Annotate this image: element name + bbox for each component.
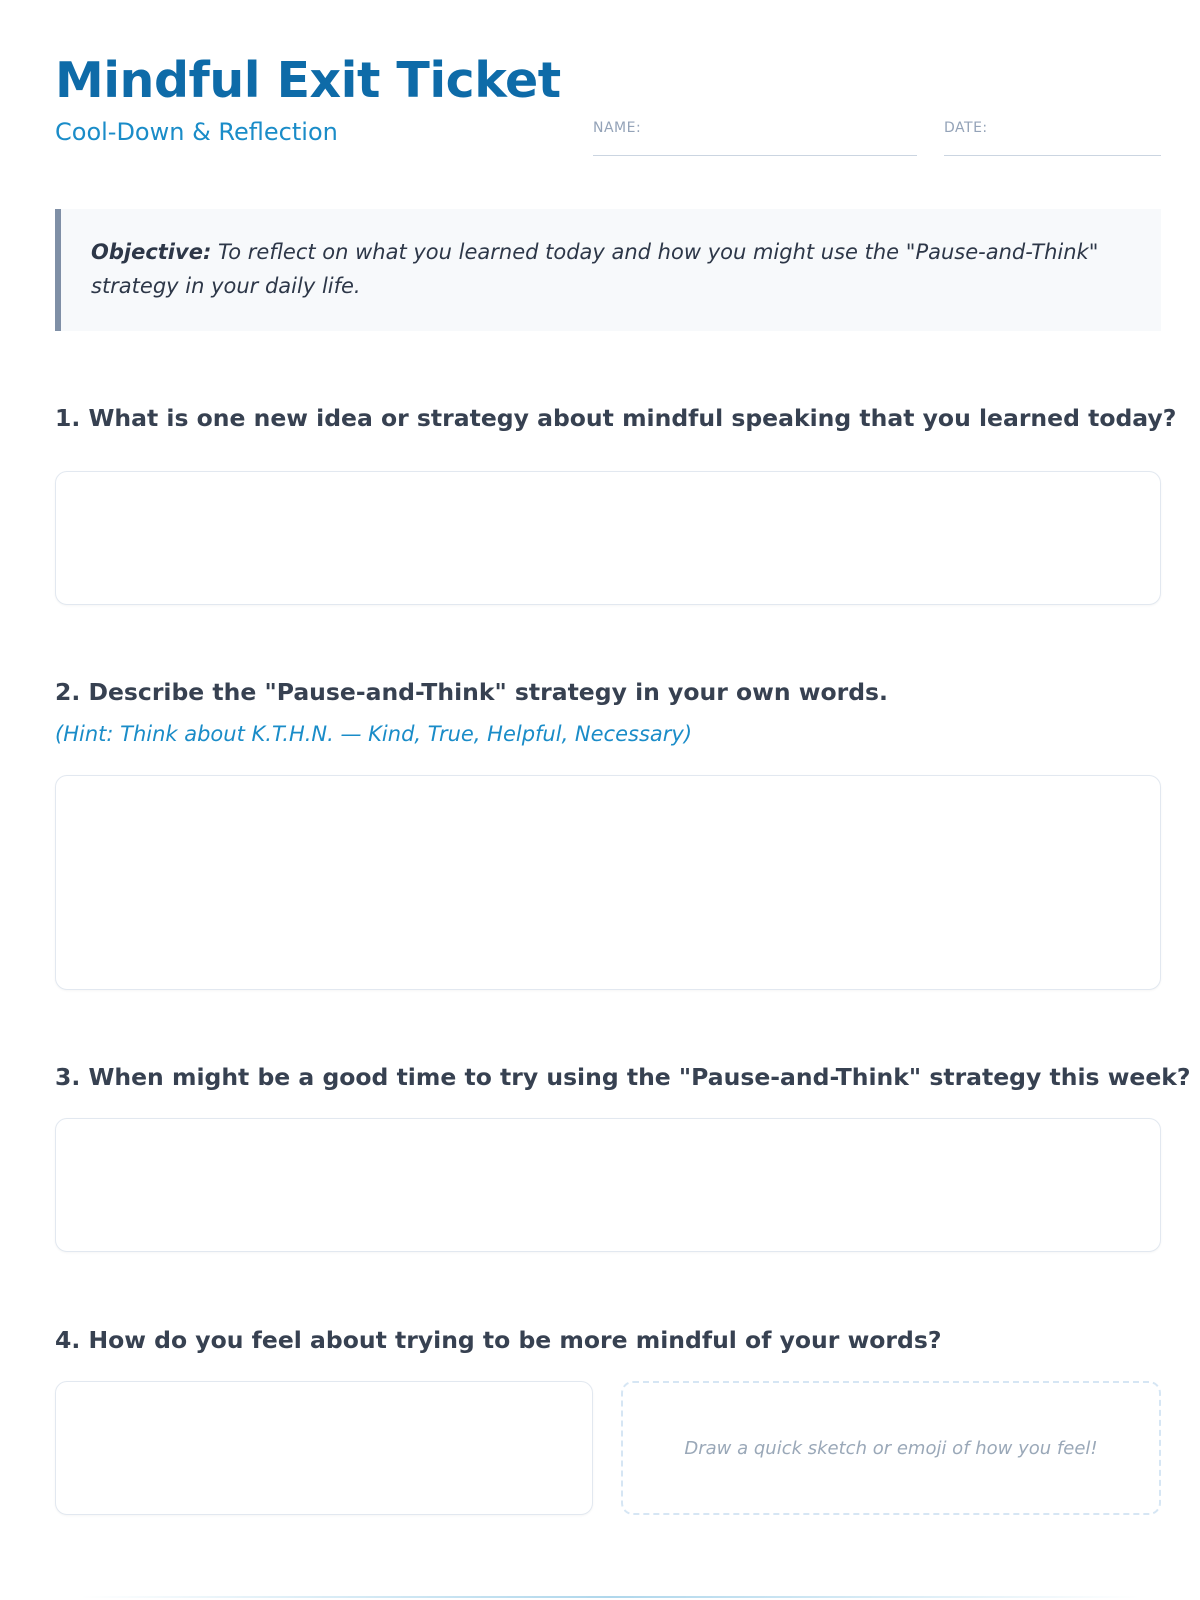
objective-label: Objective:: [91, 240, 212, 264]
name-field[interactable]: [593, 118, 917, 156]
answer-box-3[interactable]: [55, 1118, 1161, 1252]
answer-box-2[interactable]: [55, 775, 1161, 990]
date-label: DATE:: [944, 120, 988, 136]
question-2-hint: (Hint: Think about K.T.H.N. — Kind, True, Helpful, Necessary): [55, 722, 693, 746]
answer-box-1[interactable]: [55, 471, 1161, 605]
sketch-placeholder: Draw a quick sketch or emoji of how you feel!: [684, 1437, 1098, 1459]
question-1: 1. What is one new idea or strategy about mindful speaking that you learned today?: [55, 404, 1177, 432]
objective-callout: [55, 209, 1161, 331]
name-label: NAME:: [593, 120, 642, 136]
question-4: 4. How do you feel about trying to be more mindful of your words?: [55, 1326, 942, 1354]
question-2: 2. Describe the "Pause-and-Think" strategy in your own words.: [55, 678, 888, 706]
objective-text: To reflect on what you learned today and how you might use the "Pause-and-Think" strategy in your daily life.: [91, 240, 1099, 298]
answer-box-4[interactable]: [55, 1381, 593, 1515]
footer-divider: [80, 1596, 1140, 1598]
page-subtitle: Cool-Down & Reflection: [55, 118, 338, 146]
question-3: 3. When might be a good time to try using the "Pause-and-Think" strategy this week?: [55, 1063, 1191, 1091]
exit-ticket-page: [55, 0, 1191, 1600]
header: [55, 52, 1161, 162]
date-field[interactable]: [944, 118, 1161, 156]
page-title: Mindful Exit Ticket: [55, 52, 561, 109]
sketch-box[interactable]: [621, 1381, 1161, 1515]
